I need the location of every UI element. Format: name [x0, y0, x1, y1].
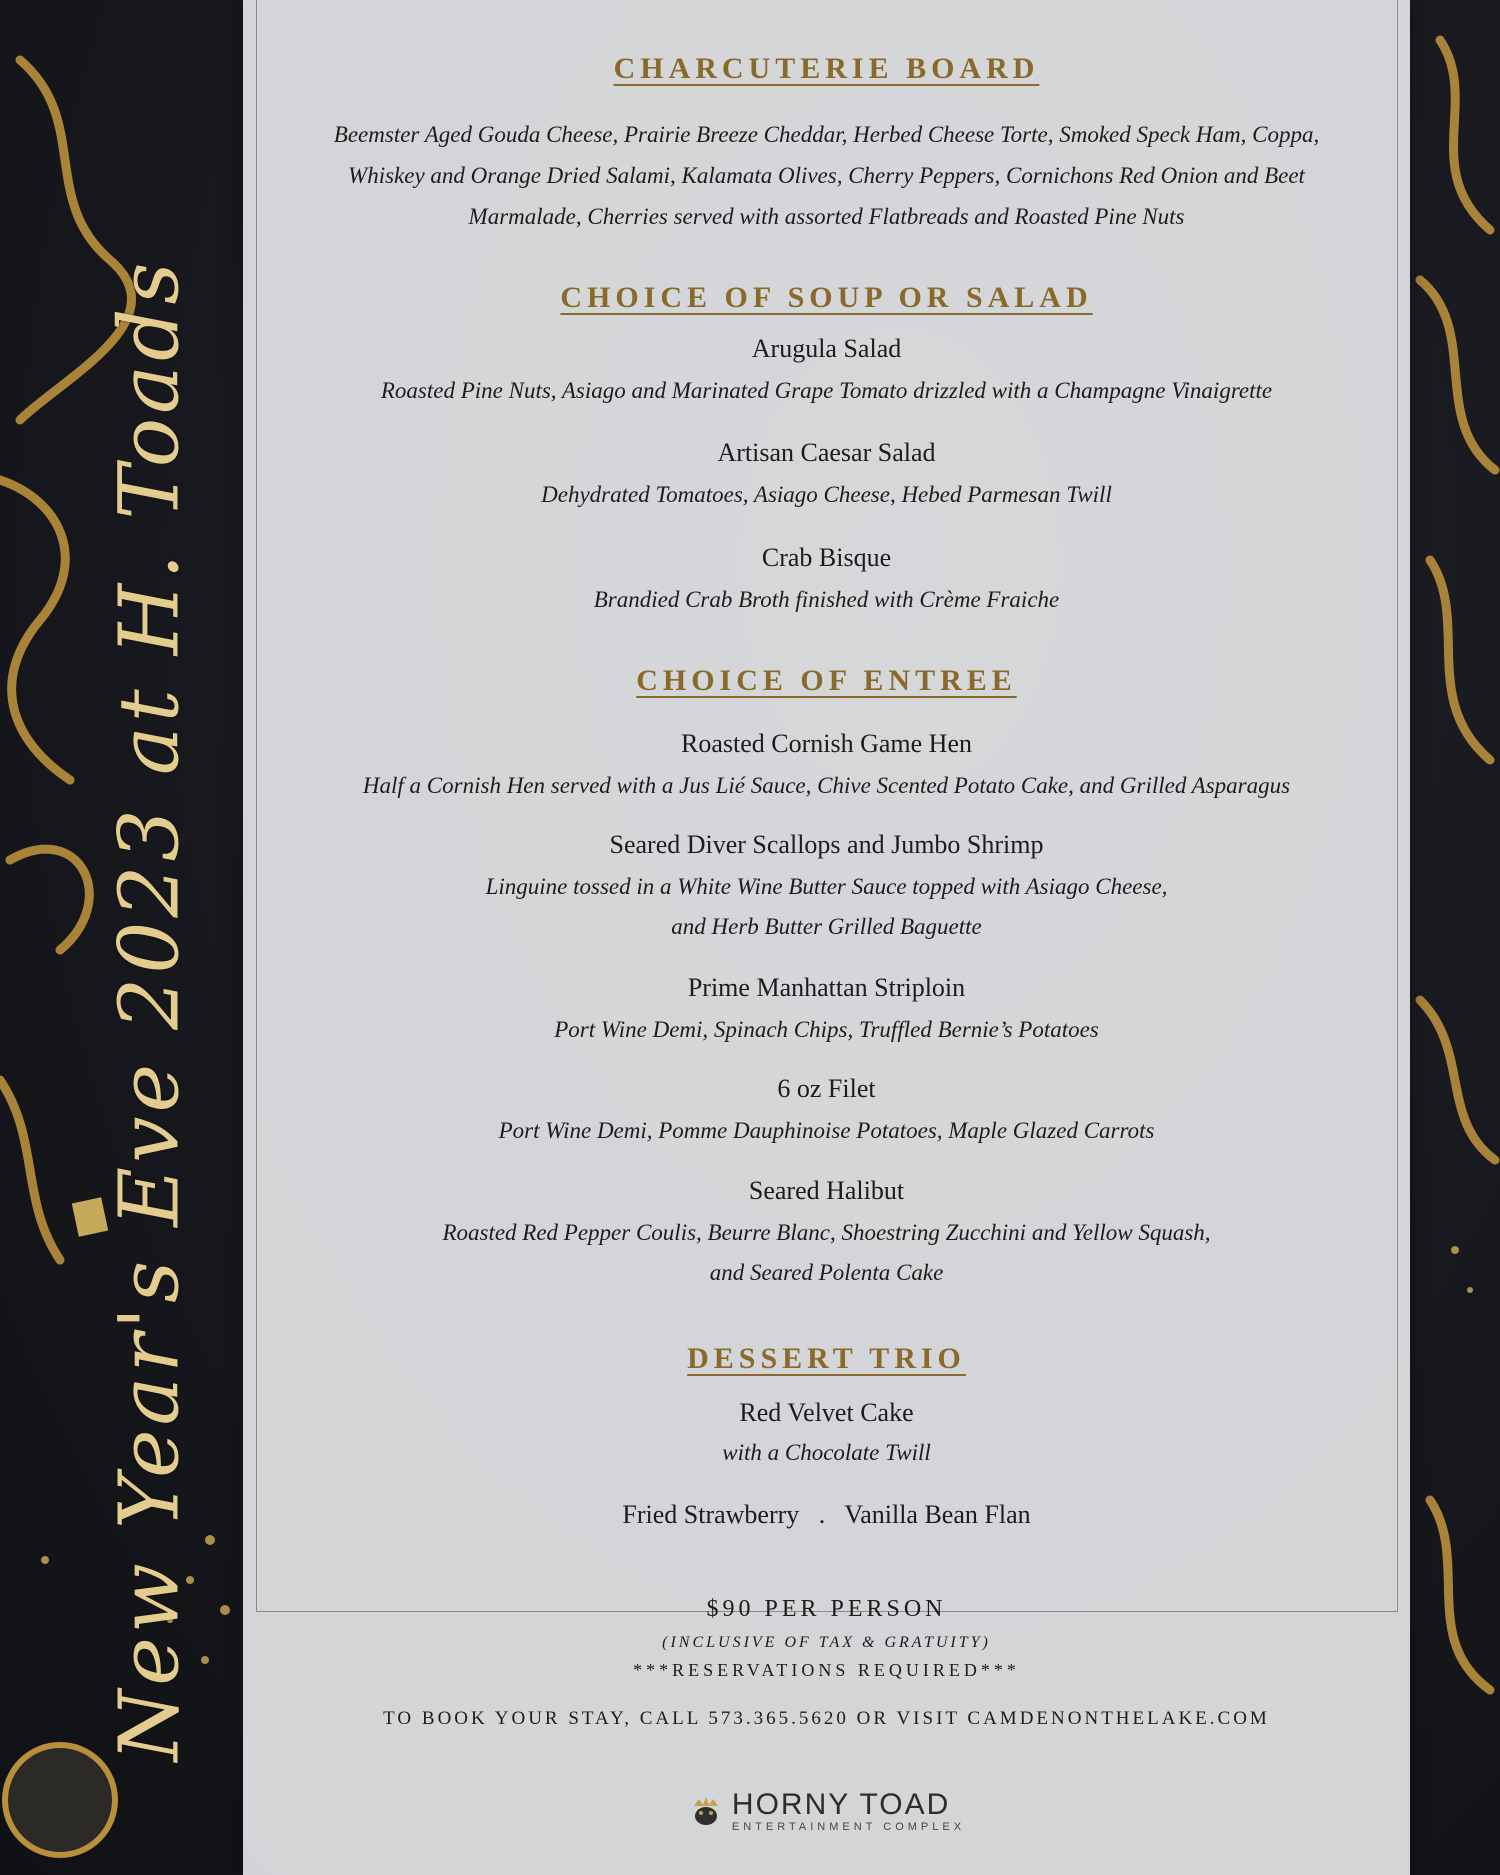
- dish-name: Arugula Salad: [751, 334, 902, 363]
- ribbon-curl: [1420, 280, 1495, 470]
- ribbon-curl: [0, 480, 70, 780]
- dessert-heading: DESSERT TRIO: [687, 1342, 966, 1375]
- dish-name: Red Velvet Cake: [739, 1398, 914, 1427]
- logo: [243, 1790, 1410, 1834]
- soup-salad-heading-wrap: [243, 281, 1410, 315]
- charcuterie-line: Marmalade, Cherries served with assorted Flatbreads and Roasted Pine Nuts: [468, 204, 1185, 229]
- logo-text: [732, 1790, 965, 1834]
- ribbon-curl: [10, 849, 89, 950]
- dish-name: Artisan Caesar Salad: [717, 438, 936, 467]
- dish-description: and Seared Polenta Cake: [709, 1260, 944, 1285]
- dish-description: Roasted Pine Nuts, Asiago and Marinated Grape Tomato drizzled with a Champagne Vinaigrette: [380, 378, 1273, 403]
- inclusive-note: (INCLUSIVE OF TAX & GRATUITY): [662, 1634, 991, 1651]
- dish-name: Crab Bisque: [761, 543, 892, 572]
- dish-description: Brandied Crab Broth finished with Crème Fraiche: [593, 587, 1060, 612]
- dish-description: Linguine tossed in a White Wine Butter Sauce topped with Asiago Cheese,: [485, 874, 1168, 899]
- dish-description: with a Chocolate Twill: [722, 1440, 931, 1465]
- side-script-title: New Year's Eve 2023 at H. Toads: [102, 258, 198, 1762]
- dish-name: Prime Manhattan Striploin: [687, 973, 966, 1002]
- dish-description: Port Wine Demi, Spinach Chips, Truffled Bernie’s Potatoes: [554, 1017, 1099, 1042]
- ribbon-curl: [1440, 40, 1490, 230]
- dish-name: Fried Strawberry . Vanilla Bean Flan: [622, 1500, 1031, 1529]
- booking-info: TO BOOK YOUR STAY, CALL 573.365.5620 OR VISIT CAMDENONTHELAKE.COM: [383, 1708, 1270, 1729]
- ribbon-curl: [1430, 560, 1490, 760]
- charcuterie-line: Whiskey and Orange Dried Salami, Kalamata Olives, Cherry Peppers, Cornichons Red Onion and Beet: [348, 163, 1305, 188]
- dish-description: Port Wine Demi, Pomme Dauphinoise Potatoes, Maple Glazed Carrots: [498, 1118, 1155, 1143]
- logo-subtitle: ENTERTAINMENT COMPLEX: [731, 1821, 966, 1833]
- dish-description: Half a Cornish Hen served with a Jus Lié Sauce, Chive Scented Potato Cake, and Grilled Asparagus: [362, 773, 1291, 798]
- dish-name: Seared Halibut: [748, 1176, 905, 1205]
- price: $90 PER PERSON: [706, 1596, 947, 1622]
- dish-description: Dehydrated Tomatoes, Asiago Cheese, Hebed Parmesan Twill: [541, 482, 1112, 507]
- charcuterie-description: [283, 114, 1370, 237]
- soup-salad-heading: CHOICE OF SOUP OR SALAD: [560, 281, 1093, 314]
- dish-description: and Herb Butter Grilled Baguette: [671, 914, 982, 939]
- dessert-heading-wrap: [243, 1342, 1410, 1376]
- charcuterie-line: Beemster Aged Gouda Cheese, Prairie Breeze Cheddar, Herbed Cheese Torte, Smoked Speck Ham, Coppa,: [333, 122, 1320, 147]
- toad-crown-icon: [688, 1794, 724, 1830]
- reservations-note: ***RESERVATIONS REQUIRED***: [633, 1660, 1020, 1680]
- charcuterie-heading: CHARCUTERIE BOARD: [613, 52, 1040, 85]
- ribbon-curl: [1430, 1500, 1490, 1690]
- dish-name: 6 oz Filet: [777, 1074, 876, 1103]
- entree-heading: CHOICE OF ENTREE: [636, 664, 1017, 697]
- entree-heading-wrap: [243, 664, 1410, 698]
- dish-description: Roasted Red Pepper Coulis, Beurre Blanc, Shoestring Zucchini and Yellow Squash,: [442, 1220, 1211, 1245]
- dish-name: Roasted Cornish Game Hen: [680, 729, 972, 758]
- dish-name: Seared Diver Scallops and Jumbo Shrimp: [609, 830, 1044, 859]
- ribbon-curl: [0, 1080, 60, 1260]
- ribbon-curl: [1420, 1000, 1495, 1160]
- charcuterie-heading-wrap: [243, 52, 1410, 86]
- logo-name: HORNY TOAD: [731, 1788, 951, 1821]
